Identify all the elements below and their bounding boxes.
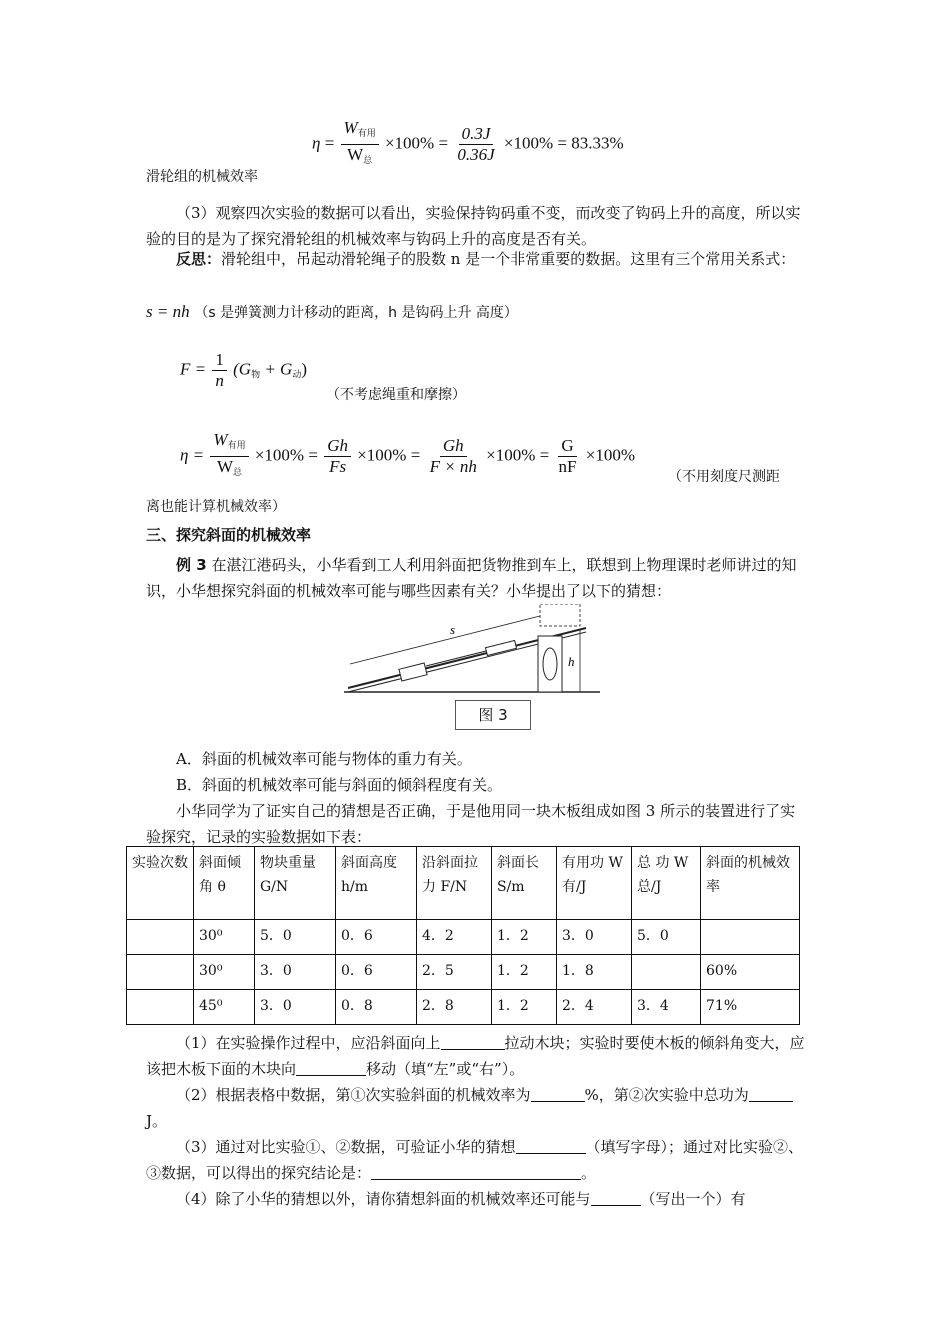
table-cell: 1．2 <box>492 955 557 990</box>
relation-s-formula: s = nh <box>146 302 190 321</box>
table-row <box>127 920 800 955</box>
denominator-value: 0.36J <box>457 145 495 164</box>
answer-blank[interactable] <box>296 1061 366 1076</box>
section-title: 三、探究斜面的机械效率 <box>146 526 312 544</box>
table-cell: 2．8 <box>417 990 492 1025</box>
gh-numerator-2: Gh <box>440 436 467 457</box>
subscript-total: 总 <box>363 156 373 166</box>
table-header-cell: 实验次数 <box>127 847 194 920</box>
table-cell <box>127 990 194 1025</box>
table-header-cell: 沿斜面拉力 F/N <box>417 847 492 920</box>
table-cell: 1．2 <box>492 990 557 1025</box>
eta-symbol: η <box>312 133 321 153</box>
fraction-values <box>454 124 497 165</box>
g-numerator: G <box>558 436 576 457</box>
question-2-part-c: J。 <box>146 1112 168 1130</box>
formula-result: ×100% = 83.33% <box>503 133 624 153</box>
w-total-symbol-2: W <box>216 457 234 476</box>
table-cell: 5．0 <box>255 920 336 955</box>
table-cell: 4．2 <box>417 920 492 955</box>
w-symbol: W <box>343 118 358 137</box>
table-header-cell: 斜面倾角 θ <box>194 847 255 920</box>
table-cell <box>701 920 800 955</box>
question-4-part-b: （写出一个）有 <box>640 1190 746 1208</box>
guess-b: B．斜面的机械效率可能与斜面的倾斜程度有关。 <box>176 776 503 794</box>
answer-blank[interactable] <box>371 1165 581 1180</box>
wooden-block <box>399 663 427 681</box>
efficiency-formula: η = $\frac{W_{有用}}{W_总}$ ×100% = $\frac{0.3J}{0.36J}$ ×100% = 83.33% <box>312 118 624 171</box>
question-1-part-c: 移动（填“左”或“右”）。 <box>366 1060 525 1078</box>
question-3-part-b: （填写字母）；通过对比实验②、③数据，可以得出的探究结论是： <box>146 1138 804 1182</box>
pull-string <box>426 650 490 666</box>
table-cell: 0．8 <box>336 990 417 1025</box>
w-total-symbol: W <box>347 145 364 164</box>
table-header-cell: 斜面高度 h/m <box>336 847 417 920</box>
relation-s-nh <box>146 302 518 322</box>
subscript-useful: 有用 <box>357 129 376 139</box>
subscript-total-2: 总 <box>233 468 243 478</box>
answer-blank[interactable] <box>516 1139 586 1154</box>
table-cell: 60% <box>701 955 800 990</box>
numerator-value: 0.3J <box>459 124 494 145</box>
times-100-3: ×100% = <box>486 445 550 465</box>
question-3-part-a: （3）通过对比实验①、②数据，可验证小华的猜想 <box>176 1138 516 1156</box>
paragraph-reflection <box>146 246 810 272</box>
question-1-part-a: （1）在实验操作过程中，应沿斜面向上 <box>176 1034 441 1052</box>
table-cell: 71% <box>701 990 800 1025</box>
relation-efficiency-note-a: （不用刻度尺测距 <box>668 469 780 485</box>
s-dimension-line <box>350 616 540 664</box>
fraction-gh-fnh <box>427 436 480 477</box>
force-symbol: F = <box>180 359 207 379</box>
table-cell: 45⁰ <box>194 990 255 1025</box>
relation-s-note: （s 是弹簧测力计移动的距离，h 是钩码上升 高度） <box>194 305 518 321</box>
dashed-position <box>540 604 580 626</box>
answer-blank[interactable] <box>531 1087 585 1102</box>
fraction-gh-fs <box>324 436 351 477</box>
table-cell: 30⁰ <box>194 920 255 955</box>
subscript-pulley: 动 <box>292 370 302 381</box>
relation-force <box>180 350 307 391</box>
table-header-cell: 物块重量 G/N <box>255 847 336 920</box>
w-useful-symbol: W <box>213 430 228 449</box>
close-paren: ) <box>301 359 308 379</box>
times-100-4: ×100% <box>585 445 635 465</box>
g-plus: + G <box>260 359 293 379</box>
eta-equals: η = <box>180 445 205 465</box>
question-2-part-a: （2）根据表格中数据，第①次实验斜面的机械效率为 <box>176 1086 531 1104</box>
fraction-w-useful-over-total <box>341 118 379 171</box>
relation-force-note: （不考虑绳重和摩擦） <box>326 387 466 403</box>
table-cell: 5．0 <box>632 920 701 955</box>
fnh-denominator: F × nh <box>429 457 477 476</box>
fraction-g-nf <box>556 436 580 477</box>
formula-label: 滑轮组的机械效率 <box>146 169 258 185</box>
relation-efficiency-note-b: 离也能计算机械效率） <box>146 499 286 515</box>
subscript-object: 物 <box>251 370 261 381</box>
relation-efficiency <box>180 430 635 483</box>
figure-caption: 图 3 <box>455 700 531 730</box>
question-1 <box>146 1030 810 1082</box>
fs-denominator: Fs <box>329 457 347 476</box>
paragraph-observation: （3）观察四次实验的数据可以看出，实验保持钩码重不变，而改变了钩码上升的高度，所以实验的目的是为了探究滑轮组的机械效率与钩码上升的高度是否有关。 <box>146 204 801 248</box>
reflection-text: 滑轮组中，吊起动滑轮绳子的股数 n 是一个非常重要的数据。这里有三个常用关系式： <box>221 250 796 268</box>
table-cell: 1．8 <box>557 955 632 990</box>
answer-blank[interactable] <box>591 1191 641 1206</box>
table-cell: 2．4 <box>557 990 632 1025</box>
g-open: (G <box>233 359 252 379</box>
s-label: s <box>450 622 456 637</box>
table-cell <box>127 920 194 955</box>
table-cell <box>632 955 701 990</box>
table-cell: 3．0 <box>557 920 632 955</box>
answer-blank[interactable] <box>749 1087 793 1102</box>
question-2 <box>146 1082 810 1134</box>
question-4-part-a: （4）除了小华的猜想以外，请你猜想斜面的机械效率还可能与 <box>176 1190 591 1208</box>
fraction-w-ratio <box>210 430 248 483</box>
reflection-label: 反思： <box>176 250 222 268</box>
guess-a: A．斜面的机械效率可能与物体的重力有关。 <box>176 750 472 768</box>
support-block <box>538 636 562 692</box>
h-label: h <box>568 654 575 669</box>
table-cell: 30⁰ <box>194 955 255 990</box>
fraction-one-over-n <box>212 350 227 391</box>
question-2-part-b: %，第②次实验中总功为 <box>584 1086 749 1104</box>
gh-numerator: Gh <box>324 436 351 457</box>
times-100-2: ×100% = <box>357 445 421 465</box>
answer-blank[interactable] <box>441 1035 505 1050</box>
n-denominator: n <box>215 371 224 390</box>
experiment-table <box>126 846 800 1025</box>
table-row <box>127 990 800 1025</box>
question-1-part-b: 拉动木块；实验时要使木板的倾斜角变大，应该把木板下面的木块向 <box>146 1034 805 1078</box>
table-header-cell: 有用功 W有/J <box>557 847 632 920</box>
question-3-part-c: 。 <box>581 1164 597 1182</box>
setup-paragraph: 小华同学为了证实自己的猜想是否正确，于是他用同一块木板组成如图 3 所示的装置进行了实验探究，记录的实验数据如下表： <box>146 802 796 846</box>
table-header-cell: 斜面的机械效率 <box>701 847 800 920</box>
table-header-cell: 斜面长 S/m <box>492 847 557 920</box>
table-cell: 3．4 <box>632 990 701 1025</box>
table-cell: 3．0 <box>255 955 336 990</box>
one-numerator: 1 <box>212 350 227 371</box>
example3-text: 在湛江港码头，小华看到工人利用斜面把货物推到车上，联想到上物理课时老师讲过的知识，小华想探究斜面的机械效率可能与哪些因素有关？小华提出了以下的猜想： <box>146 556 797 600</box>
table-cell: 0．6 <box>336 920 417 955</box>
table-row <box>127 955 800 990</box>
times-100-text: ×100% = <box>384 133 449 153</box>
table-cell <box>127 955 194 990</box>
question-4 <box>146 1186 810 1212</box>
example3-paragraph <box>146 552 810 604</box>
table-cell: 0．6 <box>336 955 417 990</box>
table-header-cell: 总 功 W总/J <box>632 847 701 920</box>
nf-denominator: nF <box>558 457 577 476</box>
example3-label: 例 3 <box>176 556 207 574</box>
subscript-useful-2: 有用 <box>227 441 246 451</box>
table-cell: 1．2 <box>492 920 557 955</box>
question-3 <box>146 1134 810 1186</box>
table-header-row <box>127 847 800 920</box>
table-cell: 3．0 <box>255 990 336 1025</box>
times-100-1: ×100% = <box>254 445 318 465</box>
table-cell: 2．5 <box>417 955 492 990</box>
